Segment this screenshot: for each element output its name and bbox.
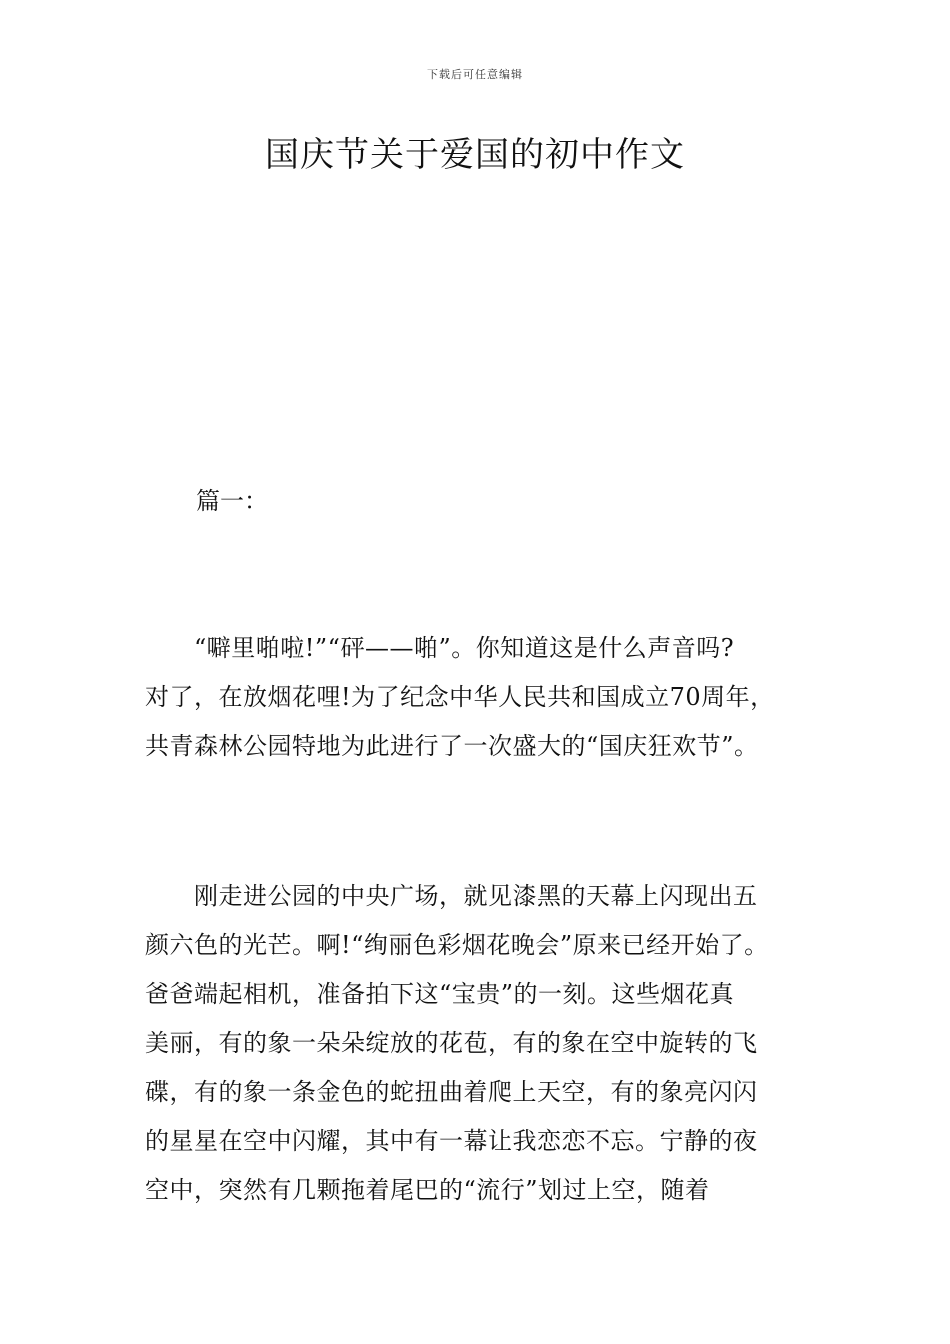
paragraph-line: 刚走进公园的中央广场，就见漆黑的天幕上闪现出五: [145, 882, 758, 910]
paragraph-2: [145, 872, 825, 1215]
paragraph-line: 共青森林公园特地为此进行了一次盛大的“国庆狂欢节”。: [145, 732, 759, 760]
paragraph-line: 的星星在空中闪耀，其中有一幕让我恋恋不忘。宁静的夜: [145, 1127, 758, 1155]
section-heading: 篇一：: [196, 487, 268, 515]
paragraph-line: 爸爸端起相机，准备拍下这“宝贵”的一刻。这些烟花真: [145, 980, 735, 1008]
paragraph-line: 碟，有的象一条金色的蛇扭曲着爬上天空，有的象亮闪闪: [145, 1078, 758, 1106]
paragraph-line: 对了，在放烟花哩!为了纪念中华人民共和国成立70周年，: [145, 683, 775, 711]
header-note: 下载后可任意编辑: [427, 68, 523, 81]
paragraph-line: “噼里啪啦!”“砰——啪”。你知道这是什么声音吗?: [145, 634, 735, 662]
paragraph-1: [145, 624, 825, 771]
paragraph-line: 颜六色的光芒。啊!“绚丽色彩烟花晚会”原来已经开始了。: [145, 931, 769, 959]
paragraph-line: 美丽，有的象一朵朵绽放的花苞，有的象在空中旋转的飞: [145, 1029, 758, 1057]
document-title: 国庆节关于爱国的初中作文: [265, 135, 685, 175]
paragraph-line: 空中，突然有几颗拖着尾巴的“流行”划过上空，随着: [145, 1176, 710, 1204]
